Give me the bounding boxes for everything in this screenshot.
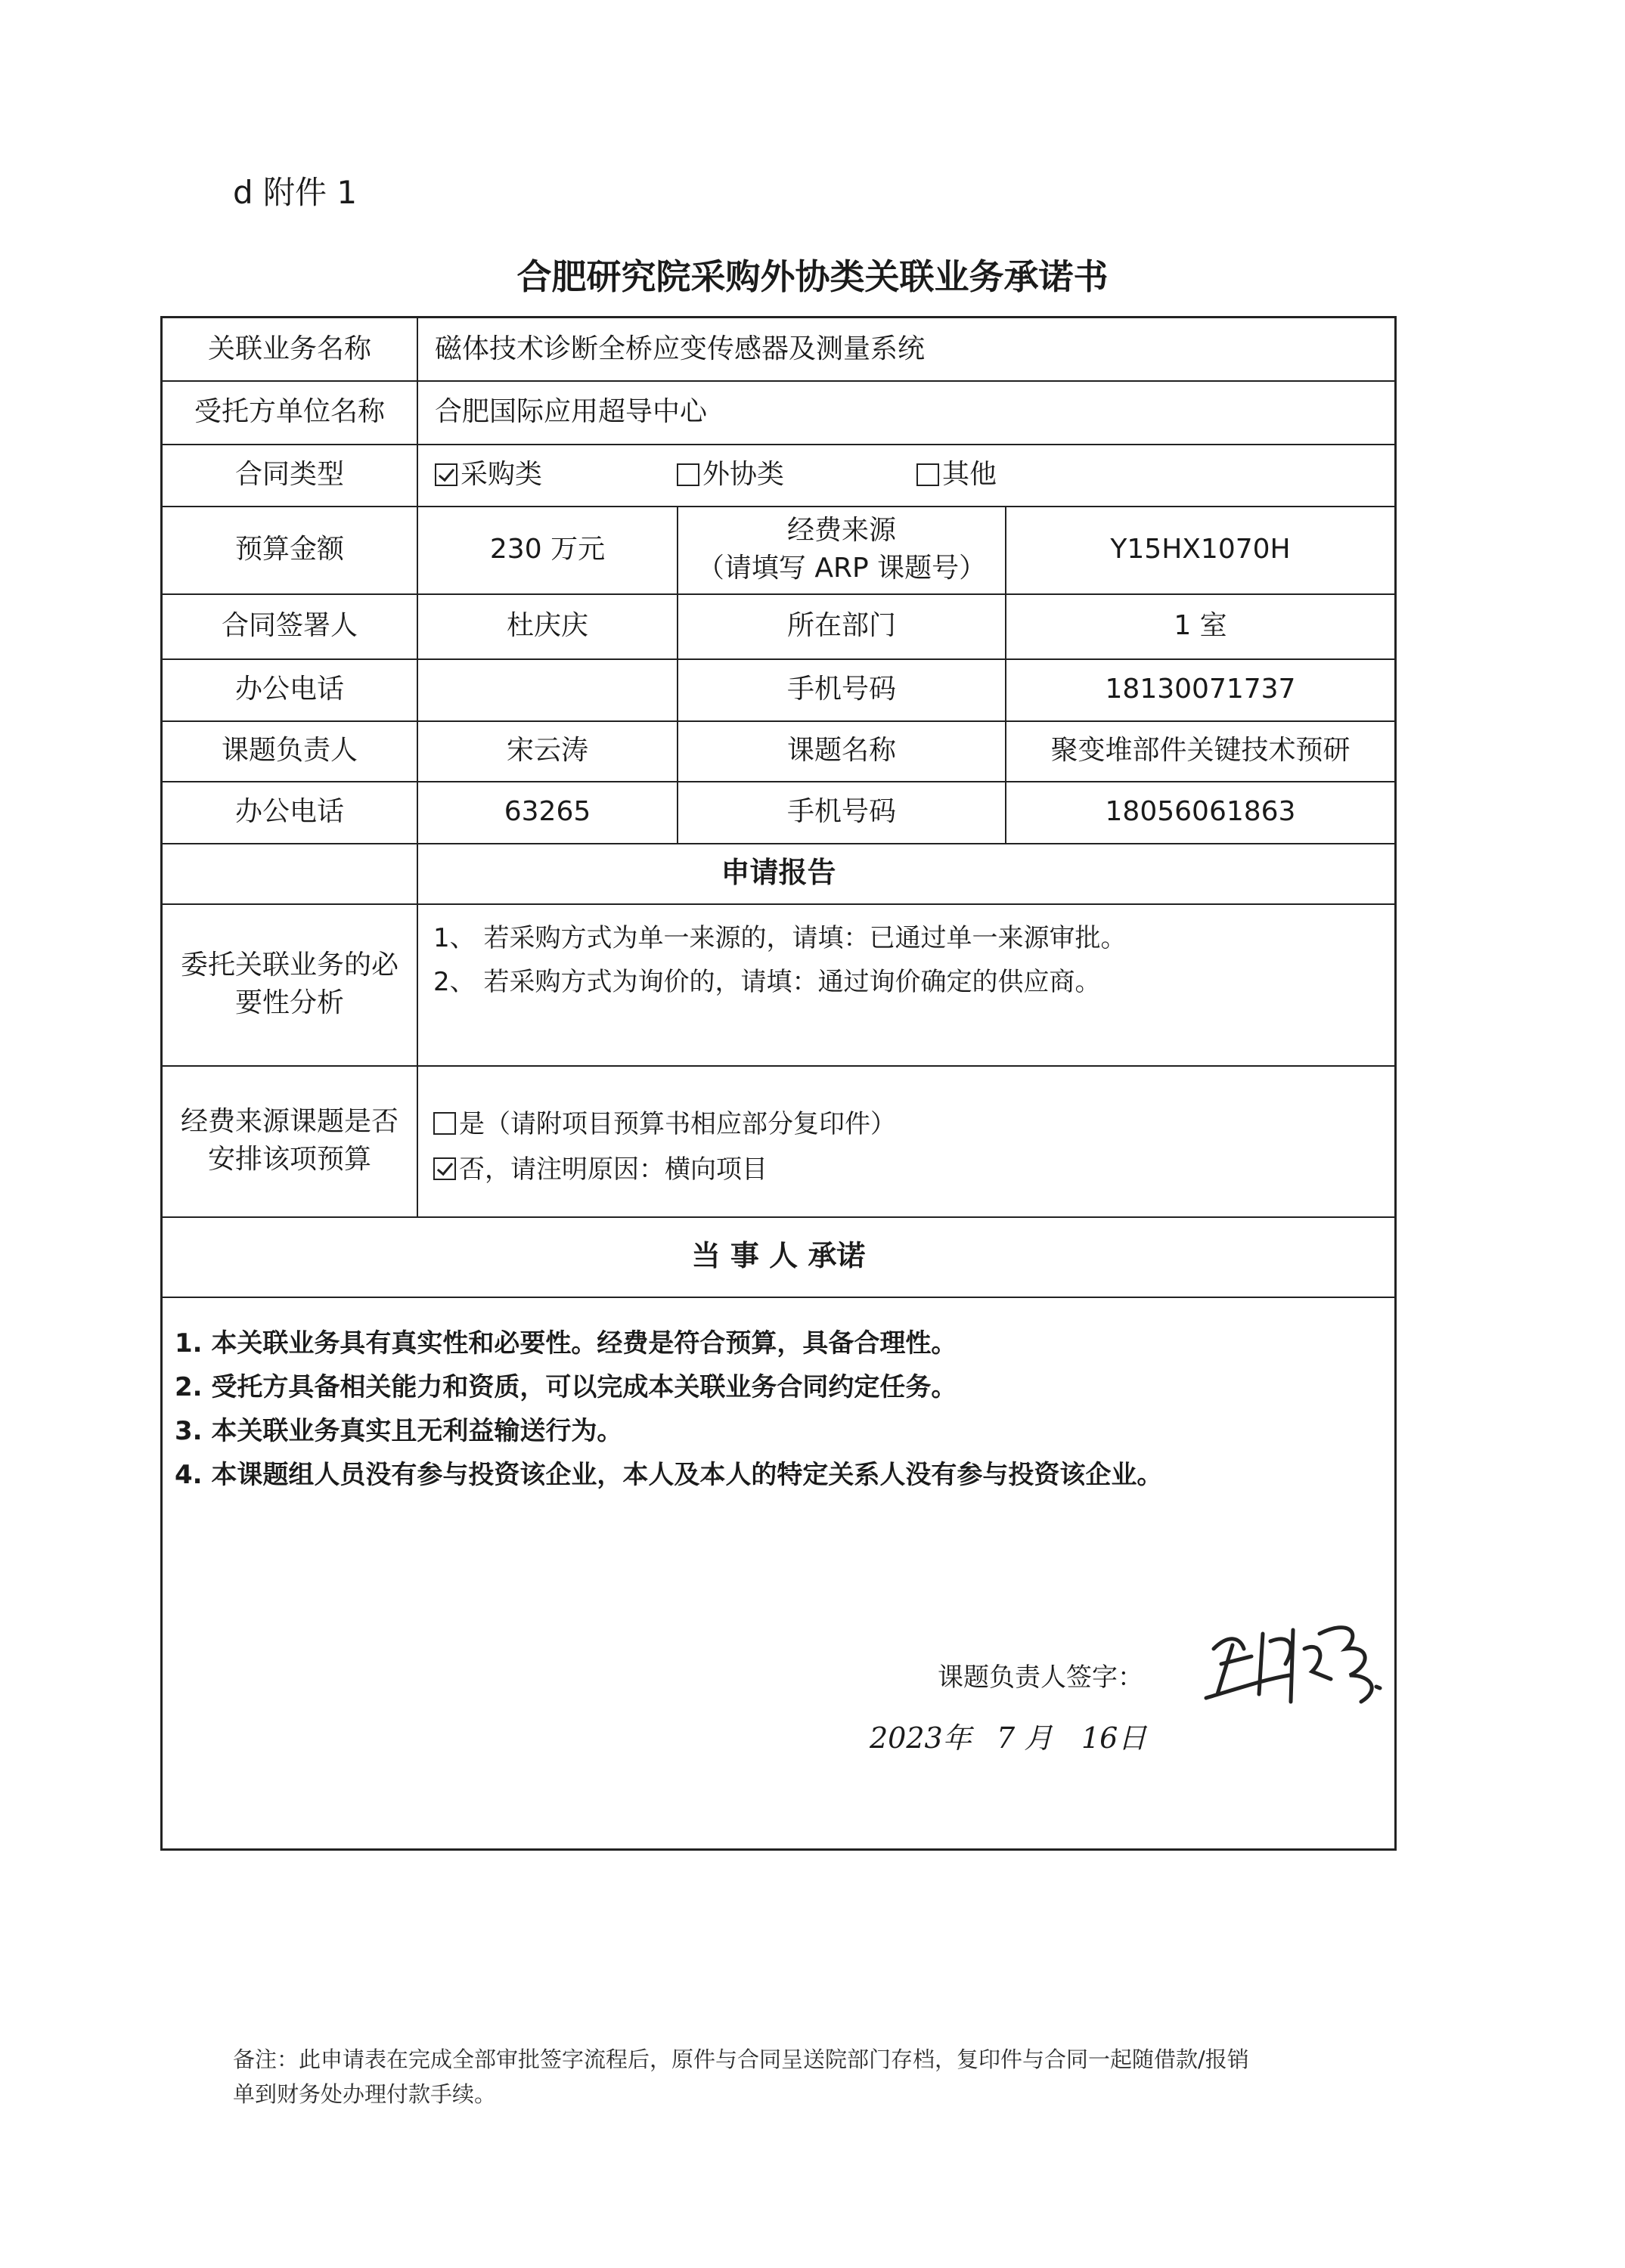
handwritten-signature <box>1199 1603 1391 1717</box>
contract-type-label: 合同类型 <box>234 458 344 490</box>
budget-arranged-no-option[interactable]: 否，请注明原因：横向项目 <box>433 1148 768 1185</box>
footnote-line-1: 备注：此申请表在完成全部审批签字流程后，原件与合同呈送院部门存档，复印件与合同一起随借款/报销 <box>233 2046 1249 2072</box>
entrusted-unit-value: 合肥国际应用超导中心 <box>435 395 708 427</box>
necessity-line-1: 1、 若采购方式为单一来源的，请填：已通过单一来源审批。 <box>433 923 1127 953</box>
document-title: 合肥研究院采购外协类关联业务承诺书 <box>516 256 1109 297</box>
attachment-label: d 附件 1 <box>233 174 358 211</box>
project-name-label: 课题名称 <box>786 734 896 766</box>
pi-office-phone-value: 63265 <box>504 795 591 827</box>
necessity-line-2: 2、 若采购方式为询价的，请填：通过询价确定的供应商。 <box>433 967 1101 997</box>
business-name-label: 关联业务名称 <box>207 333 371 364</box>
mobile-label: 手机号码 <box>786 673 896 705</box>
department-value: 1 室 <box>1174 609 1227 641</box>
pi-value: 宋云涛 <box>506 734 588 766</box>
commitment-form <box>160 316 1397 1851</box>
signer-label: 合同签署人 <box>221 609 358 641</box>
pi-office-phone-label: 办公电话 <box>234 795 344 827</box>
application-section-title: 申请报告 <box>721 856 836 890</box>
contract-type-option-outsourcing[interactable]: 外协类 <box>660 444 910 506</box>
checkbox-checked-icon[interactable] <box>435 463 457 486</box>
commitment-item-1: 1. 本关联业务具有真实性和必要性。经费是符合预算，具备合理性。 <box>175 1328 957 1359</box>
budget-label: 预算金额 <box>234 533 344 565</box>
checkbox-empty-icon[interactable] <box>916 463 939 486</box>
checkbox-checked-icon[interactable] <box>433 1157 456 1180</box>
commitment-item-2: 2. 受托方具备相关能力和资质，可以完成本关联业务合同约定任务。 <box>175 1372 957 1402</box>
entrusted-unit-label: 受托方单位名称 <box>194 395 385 427</box>
contract-type-option-purchase[interactable]: 采购类 <box>418 444 668 506</box>
funding-source-label: 经费来源 （请填写 ARP 课题号） <box>696 514 987 584</box>
budget-arranged-yes-option[interactable]: 是（请附项目预算书相应部分复印件） <box>433 1103 896 1140</box>
checkbox-empty-icon[interactable] <box>433 1112 456 1135</box>
commitment-item-4: 4. 本课题组人员没有参与投资该企业，本人及本人的特定关系人没有参与投资该企业。 <box>175 1460 1163 1490</box>
budget-arranged-label: 经费来源课题是否 安排该项预算 <box>180 1105 398 1175</box>
contract-type-option-other[interactable]: 其他 <box>900 444 1149 506</box>
project-name-value: 聚变堆部件关键技术预研 <box>1050 734 1351 766</box>
date-day: 16日 <box>1081 1721 1147 1755</box>
business-name-value: 磁体技术诊断全桥应变传感器及测量系统 <box>435 333 926 364</box>
necessity-label: 委托关联业务的必 要性分析 <box>180 949 398 1018</box>
office-phone-label: 办公电话 <box>234 673 344 705</box>
budget-value: 230 万元 <box>489 533 606 565</box>
funding-source-value: Y15HX1070H <box>1110 533 1291 565</box>
commitment-section-title: 当 事 人 承诺 <box>691 1239 866 1273</box>
date-year: 2023年 <box>870 1721 972 1755</box>
department-label: 所在部门 <box>786 609 896 641</box>
pi-mobile-value: 18056061863 <box>1105 795 1296 827</box>
mobile-value: 18130071737 <box>1105 673 1296 705</box>
date-month: 7 月 <box>997 1721 1053 1755</box>
commitment-item-3: 3. 本关联业务真实且无利益输送行为。 <box>175 1416 623 1446</box>
signer-value: 杜庆庆 <box>506 609 588 641</box>
checkbox-empty-icon[interactable] <box>677 463 699 486</box>
pi-label: 课题负责人 <box>221 734 358 766</box>
office-phone-value <box>418 658 677 720</box>
footnote-line-2: 单到财务处办理付款手续。 <box>233 2081 497 2107</box>
signature-label: 课题负责人签字： <box>938 1662 1143 1693</box>
pi-mobile-label: 手机号码 <box>786 795 896 827</box>
